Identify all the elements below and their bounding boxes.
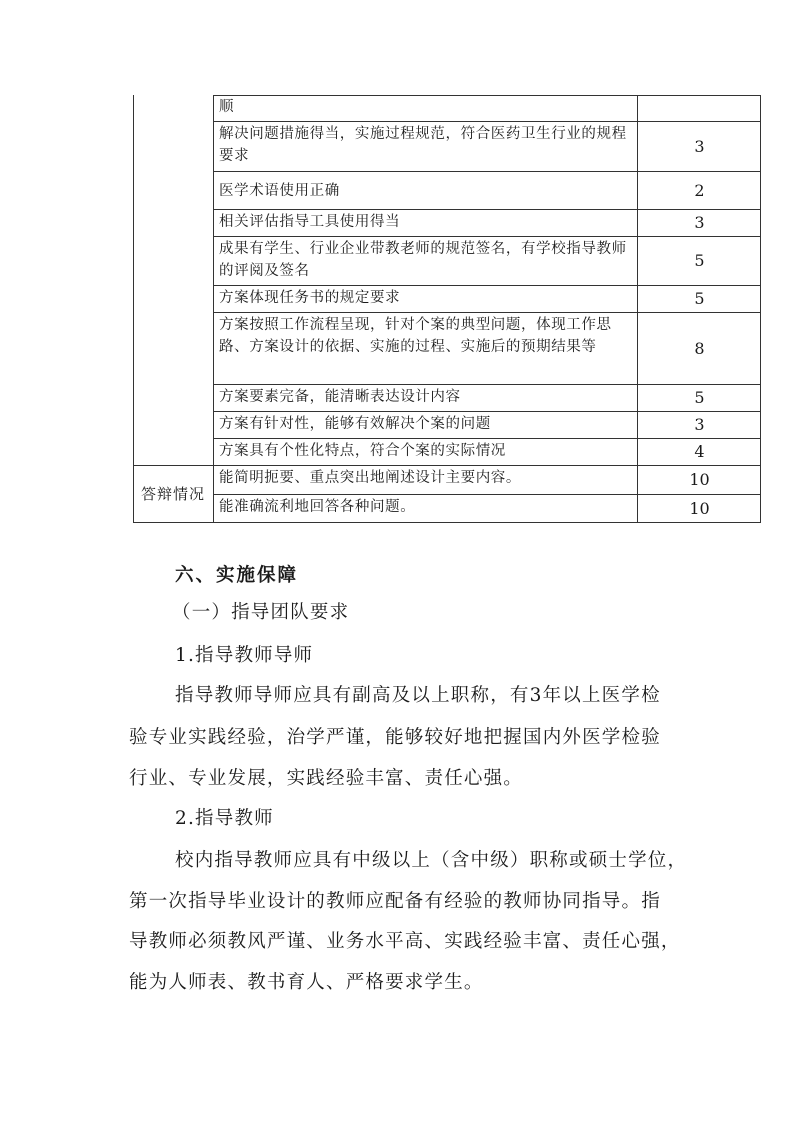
criterion-text: 方案要素完备，能清晰表达设计内容 (219, 389, 461, 405)
score-text: 5 (694, 388, 705, 407)
score-text: 10 (689, 499, 710, 518)
criterion-text: 方案体现任务书的规定要求 (219, 290, 401, 306)
score-text: 10 (689, 470, 710, 489)
score-text: 5 (694, 289, 705, 308)
criterion-text: 能准确流利地回答各种问题。 (219, 499, 416, 515)
criterion-text: 能简明扼要、重点突出地阐述设计主要内容。 (219, 470, 521, 486)
criterion-text: 顺 (219, 99, 235, 115)
item1-title: 1.指导教师导师 (175, 645, 314, 666)
item1-line: 验专业实践经验，治学严谨，能够较好地把握国内外医学检验 (129, 727, 661, 748)
criterion-text: 方案按照工作流程呈现，针对个案的典型问题，体现工作思路、方案设计的依据、实施的过程、实施后的预期结果等 (219, 317, 612, 355)
score-text: 2 (694, 180, 705, 200)
criterion-text: 成果有学生、行业企业带教老师的规范签名，有学校指导教师的评阅及签名 (219, 241, 627, 279)
item2-line: 导教师必须教风严谨、业务水平高、实践经验丰富、责任心强， (129, 931, 681, 952)
item1-line: 行业、专业发展，实践经验丰富、责任心强。 (129, 768, 524, 789)
criterion-text: 相关评估指导工具使用得当 (219, 214, 401, 230)
criterion-text: 方案具有个性化特点，符合个案的实际情况 (219, 443, 506, 459)
defense-section-label: 答辩情况 (140, 485, 205, 503)
score-text: 8 (694, 338, 705, 358)
score-text: 3 (694, 136, 705, 156)
criterion-text: 医学术语使用正确 (219, 183, 340, 199)
score-text: 4 (694, 442, 705, 461)
score-text: 5 (694, 251, 705, 270)
criterion-text: 解决问题措施得当，实施过程规范，符合医药卫生行业的规程要求 (219, 126, 627, 164)
score-text: 3 (694, 415, 705, 434)
subsection-heading: （一）指导团队要求 (172, 602, 350, 623)
item1-line: 指导教师导师应具有副高及以上职称，有3年以上医学检 (175, 685, 661, 706)
table-frame (133, 95, 761, 523)
item2-title: 2.指导教师 (175, 808, 274, 829)
criterion-text: 方案有针对性，能够有效解决个案的问题 (219, 416, 491, 432)
score-text: 3 (694, 213, 705, 232)
section-heading: 六、实施保障 (175, 565, 299, 586)
item2-line: 校内指导教师应具有中级以上（含中级）职称或硕士学位， (175, 850, 688, 871)
item2-line: 能为人师表、教书育人、严格要求学生。 (129, 972, 484, 993)
item2-line: 第一次指导毕业设计的教师应配备有经验的教师协同指导。指 (129, 891, 661, 912)
